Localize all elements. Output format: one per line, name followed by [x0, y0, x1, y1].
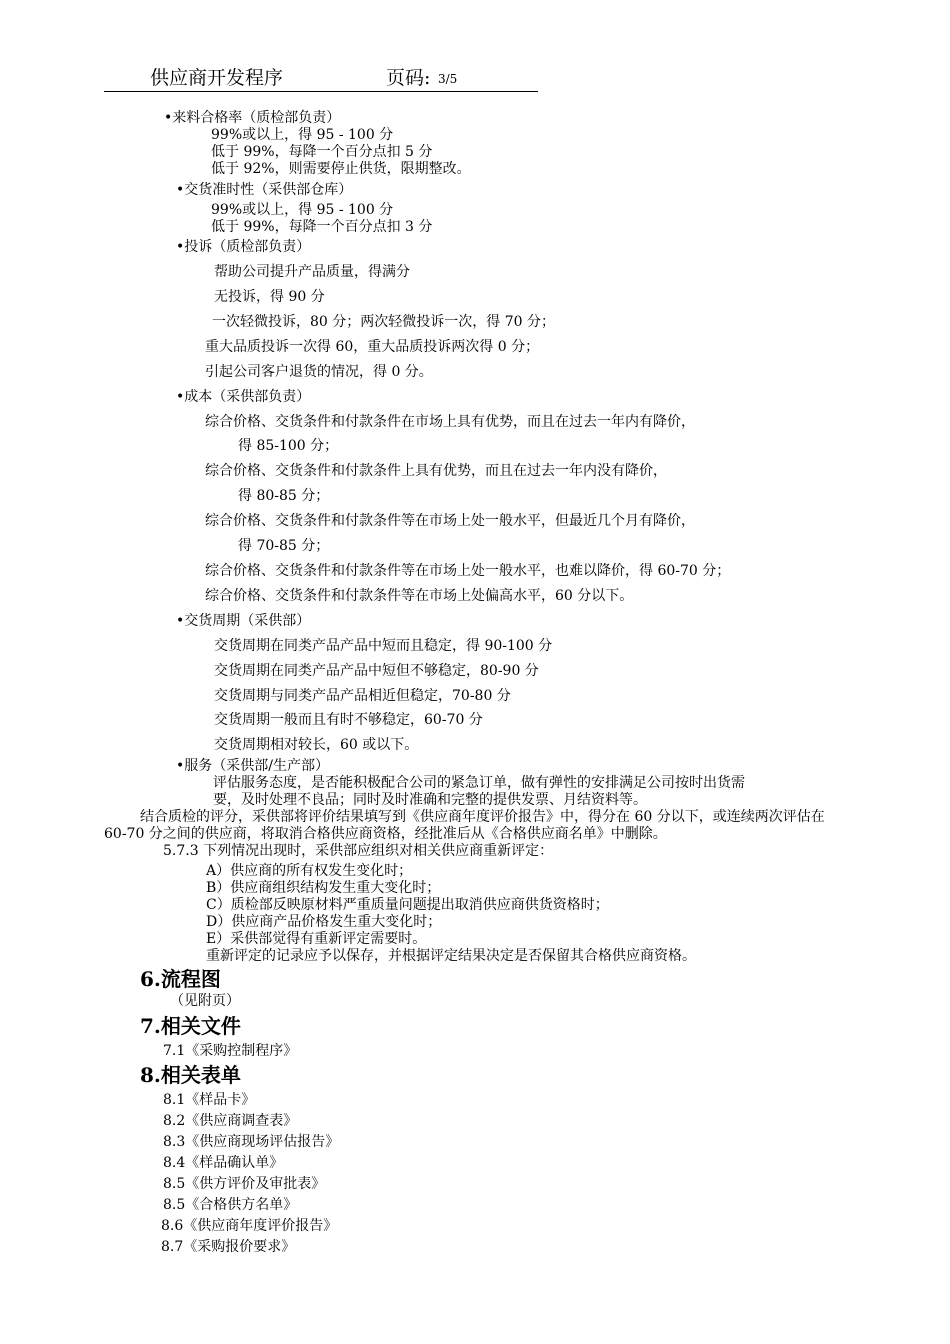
- criterion-line: 综合价格、交货条件和付款条件上具有优势，而且在过去一年内没有降价，: [205, 463, 667, 479]
- criterion-line: 得 85-100 分；: [238, 438, 339, 454]
- reevaluation-note: 重新评定的记录应予以保存，并根据评定结果决定是否保留其合格供应商资格。: [206, 948, 696, 964]
- criterion-line: 无投诉，得 90 分: [214, 289, 325, 305]
- criterion-heading-delivery: •交货准时性（采供部仓库）: [176, 182, 353, 198]
- reevaluation-intro: 5.7.3 下列情况出现时，采供部应组织对相关供应商重新评定：: [163, 843, 554, 859]
- criterion-line: 低于 92%，则需要停止供货，限期整改。: [211, 161, 471, 177]
- criterion-line: 综合价格、交货条件和付款条件等在市场上处一般水平，但最近几个月有降价，: [205, 513, 695, 529]
- list-item: B）供应商组织结构发生重大变化时；: [206, 880, 441, 896]
- list-item: 8.1《样品卡》: [163, 1092, 256, 1108]
- criterion-line: 重大品质投诉一次得 60，重大品质投诉两次得 0 分；: [205, 339, 540, 355]
- criterion-line: 低于 99%，每降一个百分点扣 3 分: [211, 219, 433, 235]
- criterion-line: 99%或以上，得 95 - 100 分: [211, 202, 394, 218]
- list-item: D）供应商产品价格发生重大变化时；: [206, 914, 442, 930]
- list-item: E）采供部觉得有重新评定需要时。: [206, 931, 427, 947]
- criterion-line: 要，及时处理不良品；同时及时准确和完整的提供发票、月结资料等。: [213, 792, 647, 808]
- criterion-heading-service: •服务（采供部/生产部）: [176, 758, 329, 774]
- criterion-line: 得 70-85 分；: [238, 538, 330, 554]
- criterion-heading-lead-time: •交货周期（采供部）: [176, 613, 311, 629]
- list-item: 7.1《采购控制程序》: [163, 1043, 298, 1059]
- list-item: 8.7《采购报价要求》: [161, 1239, 296, 1255]
- criterion-line: 综合价格、交货条件和付款条件等在市场上处偏高水平，60 分以下。: [205, 588, 634, 604]
- criterion-heading-cost: •成本（采供部负责）: [176, 389, 311, 405]
- criterion-line: 综合价格、交货条件和付款条件等在市场上处一般水平，也难以降价，得 60-70 分；: [205, 563, 731, 579]
- flowchart-note: （见附页）: [170, 993, 240, 1009]
- page-label: 页码:: [386, 67, 431, 89]
- criterion-line: 交货周期一般而且有时不够稳定，60-70 分: [214, 712, 483, 728]
- page-number: 3/5: [438, 72, 458, 86]
- criterion-line: 引起公司客户退货的情况，得 0 分。: [205, 364, 433, 380]
- list-item: 8.5《合格供方名单》: [163, 1197, 298, 1213]
- criterion-heading-incoming: •来料合格率（质检部负责）: [164, 110, 341, 126]
- page-header: [104, 67, 538, 92]
- summary-paragraph: 60-70 分之间的供应商，将取消合格供应商资格，经批准后从《合格供应商名单》中删除。: [104, 826, 667, 842]
- criterion-line: 交货周期在同类产品产品中短但不够稳定，80-90 分: [214, 663, 539, 679]
- criterion-line: 综合价格、交货条件和付款条件在市场上具有优势，而且在过去一年内有降价，: [205, 414, 695, 430]
- summary-paragraph: 结合质检的评分，采供部将评价结果填写到《供应商年度评价报告》中，得分在 60 分以下，或连续两次评估在: [140, 809, 825, 825]
- list-item: 8.2《供应商调查表》: [163, 1113, 298, 1129]
- criterion-line: 交货周期相对较长，60 或以下。: [214, 737, 419, 753]
- section-title-related-docs: 7.相关文件: [140, 1014, 241, 1038]
- document-title: 供应商开发程序: [150, 67, 284, 89]
- criterion-line: 帮助公司提升产品质量，得满分: [214, 264, 410, 280]
- list-item: C）质检部反映原材料严重质量问题提出取消供应商供货资格时；: [206, 897, 609, 913]
- list-item: 8.5《供方评价及审批表》: [163, 1176, 326, 1192]
- criterion-line: 99%或以上，得 95 - 100 分: [211, 127, 394, 143]
- criterion-line: 评估服务态度，是否能积极配合公司的紧急订单，做有弹性的安排满足公司按时出货需: [213, 775, 745, 791]
- section-title-flowchart: 6.流程图: [140, 967, 221, 991]
- list-item: A）供应商的所有权发生变化时；: [206, 863, 413, 879]
- list-item: 8.4《样品确认单》: [163, 1155, 284, 1171]
- section-title-related-forms: 8.相关表单: [140, 1063, 241, 1087]
- criterion-line: 交货周期与同类产品产品相近但稳定，70-80 分: [214, 688, 511, 704]
- criterion-line: 交货周期在同类产品产品中短而且稳定，得 90-100 分: [214, 638, 553, 654]
- criterion-heading-complaint: •投诉（质检部负责）: [176, 239, 311, 255]
- list-item: 8.3《供应商现场评估报告》: [163, 1134, 340, 1150]
- criterion-line: 一次轻微投诉，80 分；两次轻微投诉一次，得 70 分；: [212, 314, 555, 330]
- criterion-line: 低于 99%，每降一个百分点扣 5 分: [211, 144, 433, 160]
- criterion-line: 得 80-85 分；: [238, 488, 330, 504]
- list-item: 8.6《供应商年度评价报告》: [161, 1218, 338, 1234]
